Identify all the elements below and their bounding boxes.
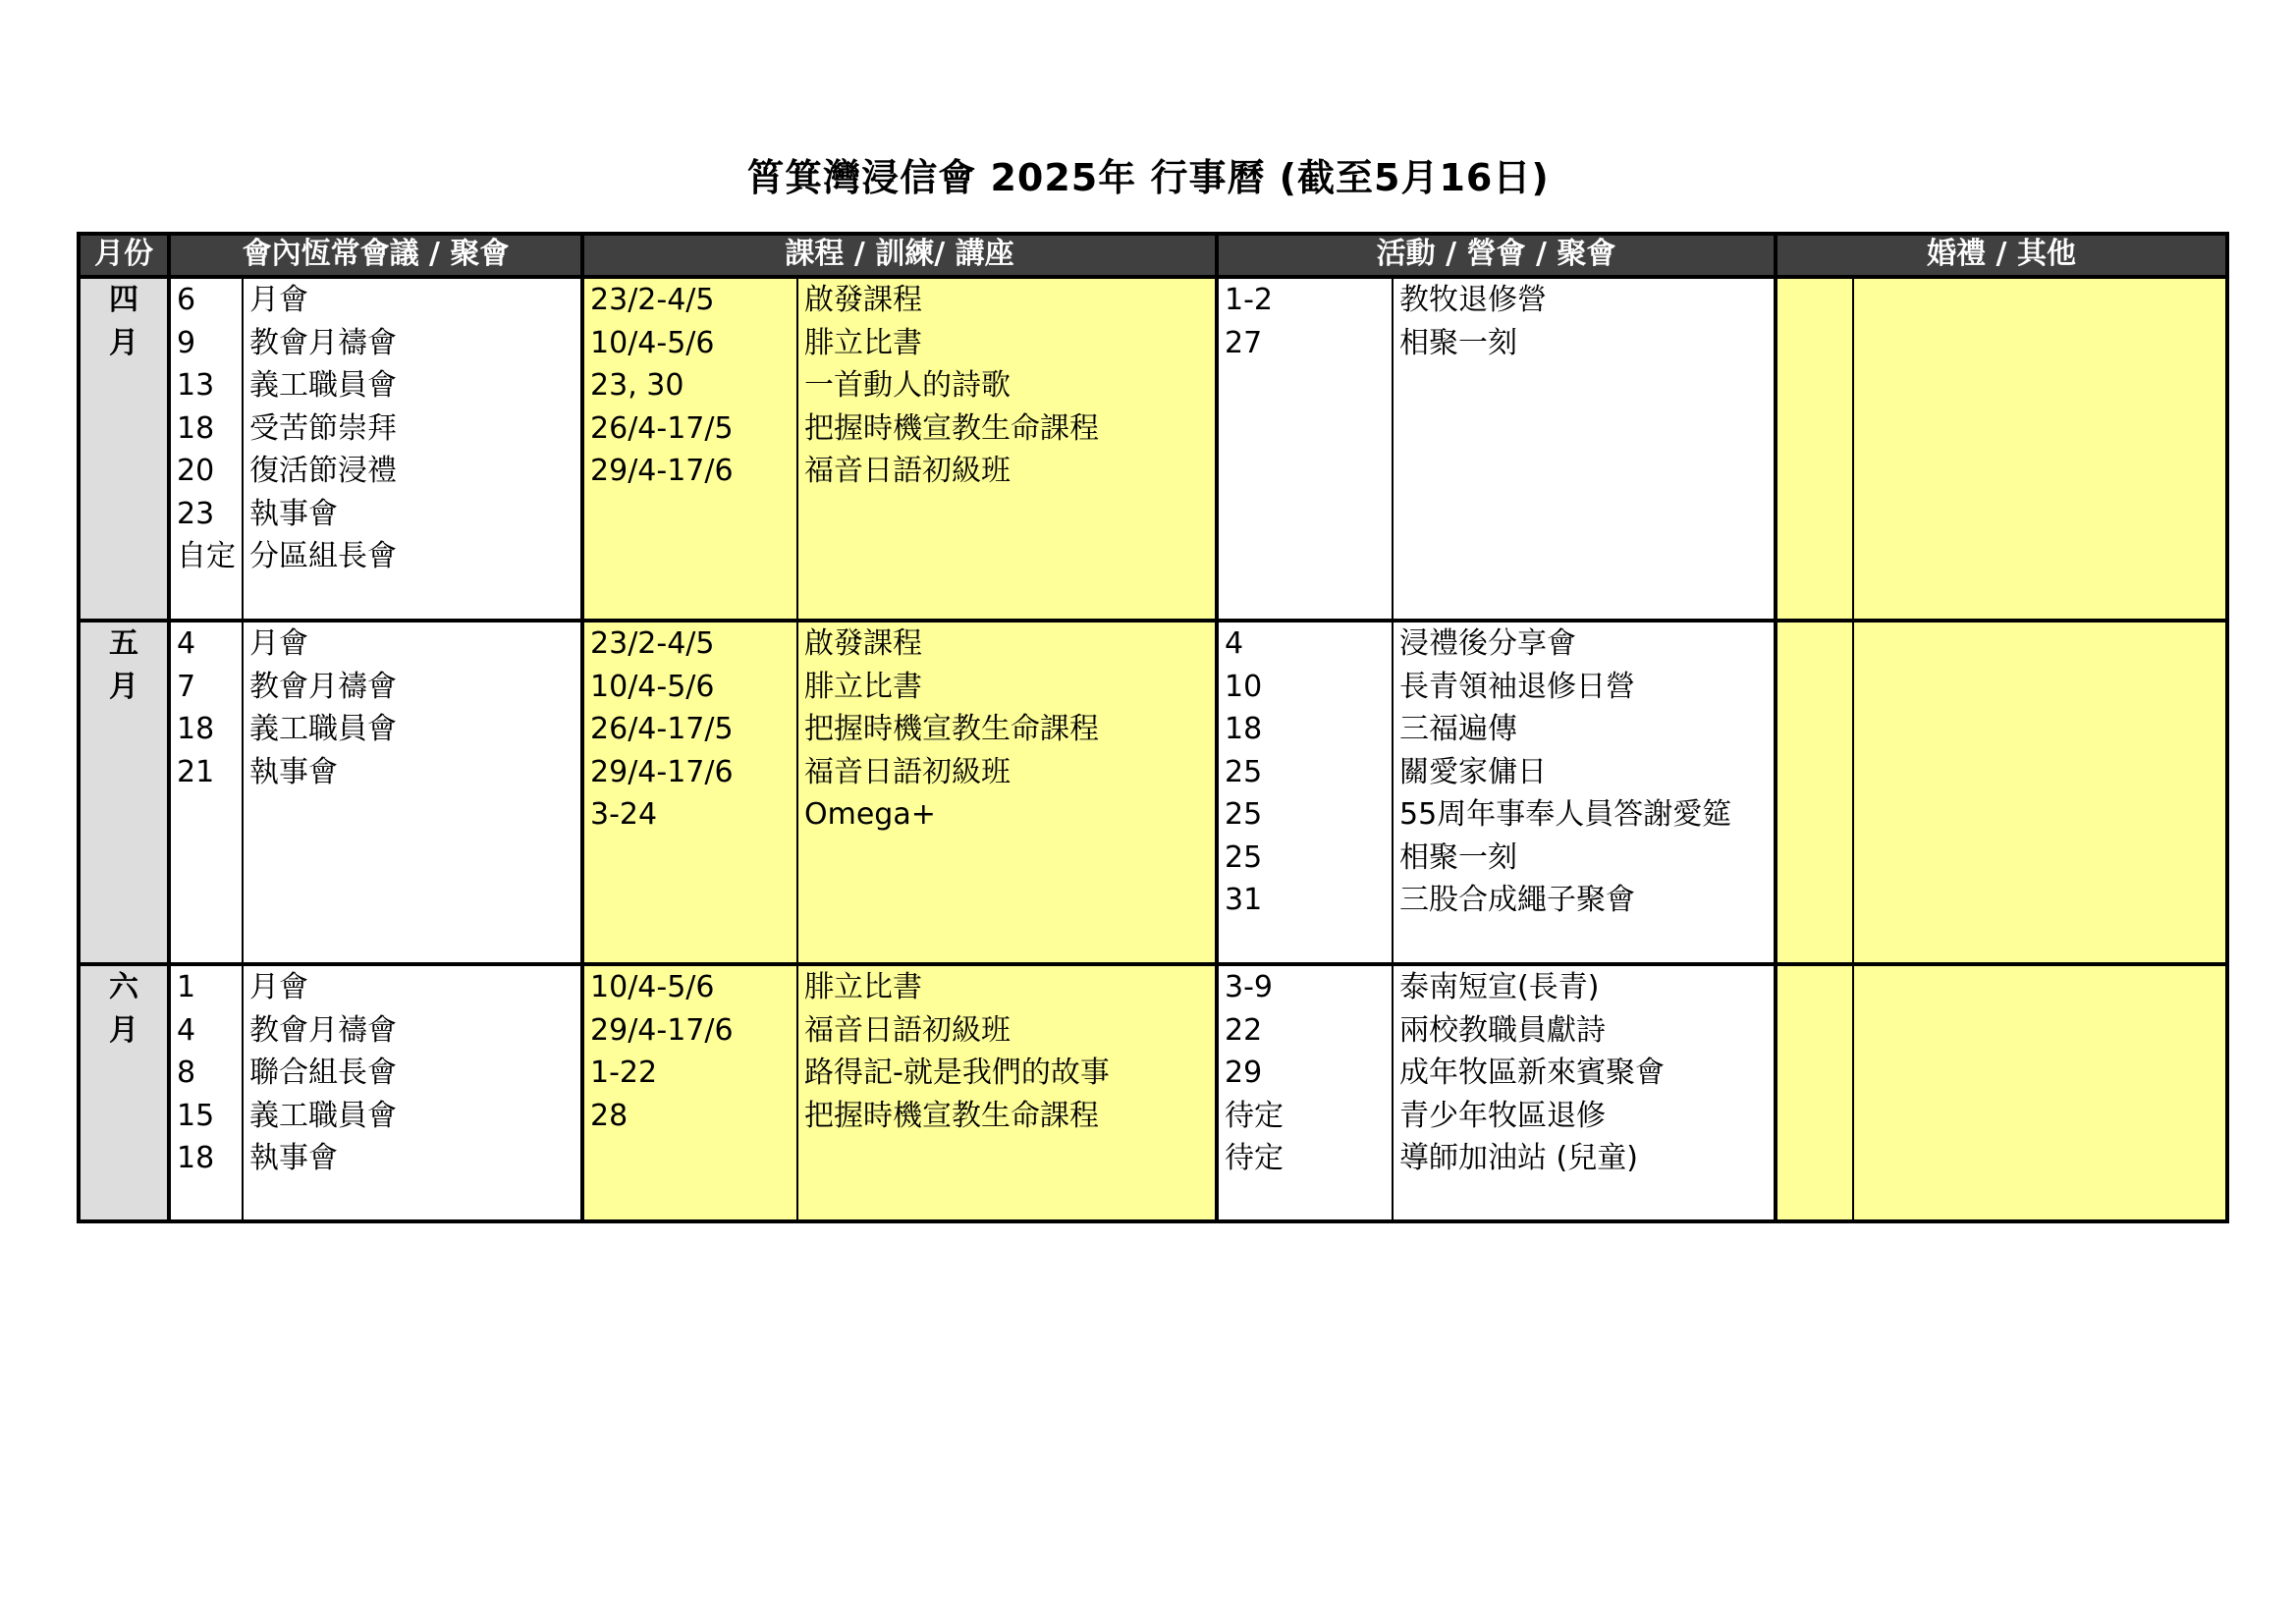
list-item: 啟發課程 <box>804 283 923 317</box>
list-item: 7 <box>177 669 196 704</box>
activities-names <box>1393 964 1776 1221</box>
list-item: 26/4-17/5 <box>590 712 734 746</box>
list-item: 聯合組長會 <box>249 1056 397 1090</box>
list-item: 復活節浸禮 <box>249 454 397 488</box>
activities-dates <box>1217 621 1393 964</box>
list-item: 1 <box>177 970 196 1004</box>
courses-dates <box>582 964 797 1221</box>
list-item: 教會月禱會 <box>249 325 397 360</box>
list-item: 執事會 <box>249 754 338 789</box>
month-label-char: 月 <box>109 1012 138 1048</box>
list-item: 浸禮後分享會 <box>1399 626 1577 661</box>
list-item: 4 <box>177 626 196 661</box>
courses-dates <box>582 277 797 621</box>
list-item: 18 <box>1225 712 1263 746</box>
others-dates <box>1776 621 1853 964</box>
list-item: 一首動人的詩歌 <box>804 368 1011 403</box>
list-item: 22 <box>1225 1012 1263 1048</box>
list-item: 25 <box>1225 797 1263 832</box>
list-item: 1-22 <box>590 1056 658 1090</box>
list-item: 關愛家傭日 <box>1399 754 1548 789</box>
list-item: 25 <box>1225 839 1263 875</box>
month-row <box>79 277 2227 621</box>
month-label-char: 月 <box>109 669 138 704</box>
list-item: 23 <box>177 496 215 531</box>
list-item: 相聚一刻 <box>1399 839 1518 875</box>
list-item: 21 <box>177 754 215 789</box>
list-item: 青少年牧區退修 <box>1399 1098 1607 1133</box>
list-item: 月會 <box>249 283 308 317</box>
list-item: 腓立比書 <box>804 669 923 704</box>
others-names <box>1853 277 2227 621</box>
list-item: 13 <box>177 368 215 403</box>
list-item: 執事會 <box>249 496 338 531</box>
list-item: 待定 <box>1225 1098 1285 1133</box>
courses-names <box>797 277 1217 621</box>
list-item: 教會月禱會 <box>249 1012 397 1048</box>
list-item: 10/4-5/6 <box>590 669 715 704</box>
list-item: 分區組長會 <box>249 539 397 573</box>
list-item: 受苦節崇拜 <box>249 410 397 446</box>
list-item: 腓立比書 <box>804 325 923 360</box>
list-item: 25 <box>1225 754 1263 789</box>
list-item: 三福遍傳 <box>1399 712 1518 746</box>
list-item: 待定 <box>1225 1141 1285 1175</box>
list-item: 月會 <box>249 970 308 1004</box>
list-item: 月會 <box>249 626 308 661</box>
meetings-names <box>243 964 582 1221</box>
activities-dates <box>1217 277 1393 621</box>
list-item: 18 <box>177 1141 215 1175</box>
meetings-dates <box>169 964 243 1221</box>
list-item: 18 <box>177 712 215 746</box>
list-item: 福音日語初級班 <box>804 454 1011 488</box>
list-item: 三股合成繩子聚會 <box>1399 883 1636 917</box>
header-courses: 課程 / 訓練/ 講座 <box>582 234 1217 277</box>
list-item: 20 <box>177 454 215 488</box>
list-item: 相聚一刻 <box>1399 325 1518 360</box>
calendar-table <box>77 232 2229 1223</box>
list-item: 把握時機宣教生命課程 <box>804 410 1100 446</box>
list-item: 26/4-17/5 <box>590 410 734 446</box>
list-item: 23, 30 <box>590 368 684 403</box>
list-item: 29 <box>1225 1056 1263 1090</box>
list-item: 啟發課程 <box>804 626 923 661</box>
list-item: 教牧退修營 <box>1399 283 1548 317</box>
month-label-char: 六 <box>109 970 138 1004</box>
list-item: 路得記-就是我們的故事 <box>804 1056 1110 1090</box>
meetings-names <box>243 621 582 964</box>
activities-names <box>1393 277 1776 621</box>
list-item: 23/2-4/5 <box>590 283 715 317</box>
list-item: 腓立比書 <box>804 970 923 1004</box>
list-item: 4 <box>1225 626 1244 661</box>
list-item: 23/2-4/5 <box>590 626 715 661</box>
header-month: 月份 <box>79 234 169 277</box>
courses-names <box>797 964 1217 1221</box>
meetings-dates <box>169 277 243 621</box>
month-label <box>79 621 169 964</box>
others-dates <box>1776 964 1853 1221</box>
others-dates <box>1776 277 1853 621</box>
list-item: 泰南短宣(長青) <box>1399 970 1600 1004</box>
list-item: 8 <box>177 1056 196 1090</box>
list-item: 18 <box>177 410 215 446</box>
list-item: 義工職員會 <box>249 712 397 746</box>
list-item: 15 <box>177 1098 215 1133</box>
month-row <box>79 964 2227 1221</box>
list-item: 10 <box>1225 669 1263 704</box>
list-item: 3-24 <box>590 797 658 832</box>
month-label-char: 四 <box>109 283 138 317</box>
list-item: Omega+ <box>804 797 936 832</box>
list-item: 10/4-5/6 <box>590 325 715 360</box>
list-item: 29/4-17/6 <box>590 1012 734 1048</box>
list-item: 28 <box>590 1098 629 1133</box>
others-names <box>1853 964 2227 1221</box>
list-item: 義工職員會 <box>249 368 397 403</box>
list-item: 把握時機宣教生命課程 <box>804 1098 1100 1133</box>
header-activities: 活動 / 營會 / 聚會 <box>1217 234 1776 277</box>
others-names <box>1853 621 2227 964</box>
list-item: 55周年事奉人員答謝愛筵 <box>1399 797 1732 832</box>
list-item: 把握時機宣教生命課程 <box>804 712 1100 746</box>
meetings-dates <box>169 621 243 964</box>
list-item: 自定 <box>177 539 236 573</box>
list-item: 1-2 <box>1225 283 1274 317</box>
header-others: 婚禮 / 其他 <box>1776 234 2227 277</box>
page-title: 筲箕灣浸信會 2025年 行事曆 (截至5月16日) <box>746 156 1550 199</box>
list-item: 福音日語初級班 <box>804 1012 1011 1048</box>
list-item: 福音日語初級班 <box>804 754 1011 789</box>
courses-dates <box>582 621 797 964</box>
list-item: 29/4-17/6 <box>590 454 734 488</box>
month-label <box>79 277 169 621</box>
list-item: 成年牧區新來賓聚會 <box>1399 1056 1666 1090</box>
list-item: 義工職員會 <box>249 1098 397 1133</box>
header-row <box>79 234 2227 277</box>
list-item: 長青領袖退修日營 <box>1399 669 1636 704</box>
list-item: 教會月禱會 <box>249 669 397 704</box>
list-item: 10/4-5/6 <box>590 970 715 1004</box>
month-row <box>79 621 2227 964</box>
list-item: 27 <box>1225 325 1263 360</box>
list-item: 4 <box>177 1012 196 1048</box>
courses-names <box>797 621 1217 964</box>
month-label-char: 五 <box>109 626 138 661</box>
activities-names <box>1393 621 1776 964</box>
list-item: 29/4-17/6 <box>590 754 734 789</box>
month-label-char: 月 <box>109 325 138 360</box>
list-item: 6 <box>177 283 196 317</box>
activities-dates <box>1217 964 1393 1221</box>
list-item: 3-9 <box>1225 970 1274 1004</box>
list-item: 導師加油站 (兒童) <box>1399 1141 1638 1175</box>
meetings-names <box>243 277 582 621</box>
month-label <box>79 964 169 1221</box>
list-item: 執事會 <box>249 1141 338 1175</box>
header-meetings: 會內恆常會議 / 聚會 <box>169 234 582 277</box>
list-item: 兩校教職員獻詩 <box>1399 1012 1607 1048</box>
list-item: 9 <box>177 325 196 360</box>
list-item: 31 <box>1225 883 1263 917</box>
